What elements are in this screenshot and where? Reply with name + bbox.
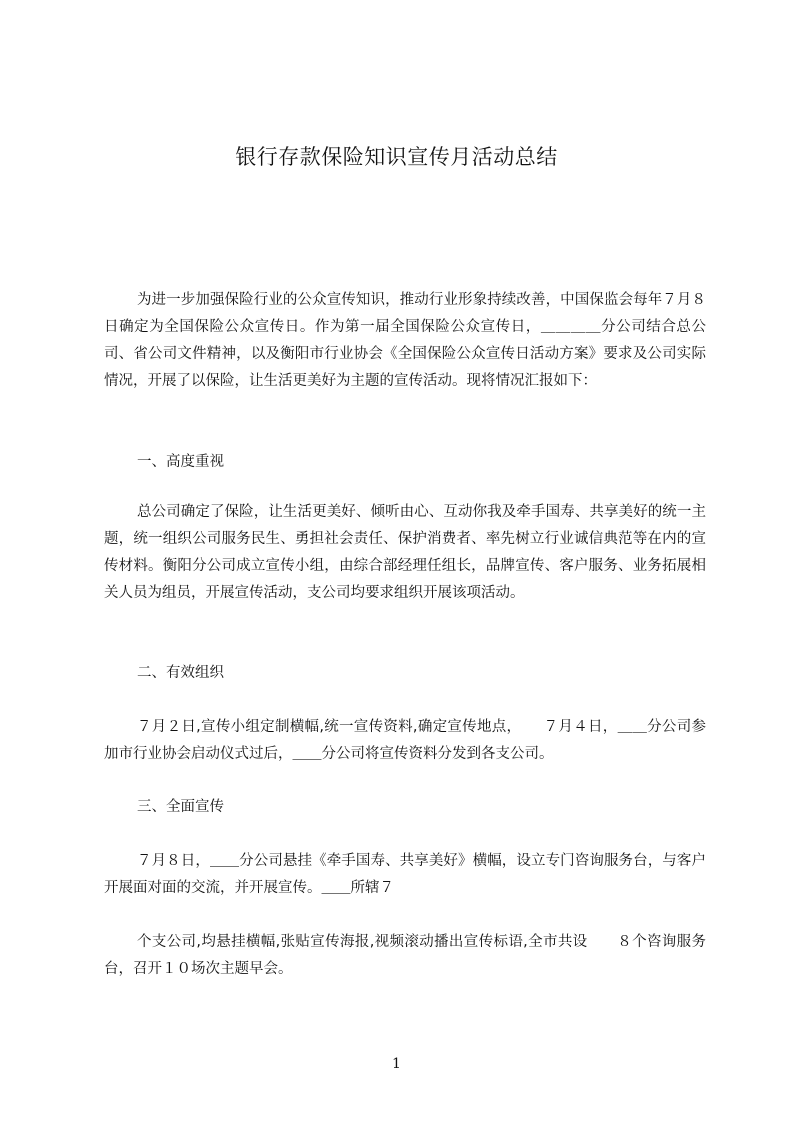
section-1-block (104, 499, 706, 607)
section-1-paragraph: 总公司确定了保险，让生活更美好、倾听由心、互动你我及牵手国寿、共享美好的统一主题，统一组织公司服务民生、勇担社会责任、保护消费者、率先树立行业诚信典范等在内的宣传材料。衡阳分公司成立宣传小组，由综合部经理任组长，品牌宣传、客户服务、业务拓展相关人员为组员，开展宣传活动，支公司均要求组织开展该项活动。 (104, 504, 706, 601)
section-3-paragraph-a: ７月８日，＿＿分公司悬挂《牵手国寿、共享美好》横幅，设立专门咨询服务台，与客户开展面对面的交流，并开展宣传。＿＿所辖７ (104, 853, 706, 896)
section-heading-2: 二、有效组织 (137, 665, 224, 681)
section-3-paragraph-b: 个支公司,均悬挂横幅,张贴宣传海报,视频滚动播出宣传标语,全市共设 ８个咨询服务台，召开１０场次主题早会。 (104, 934, 706, 977)
document-title: 银行存款保险知识宣传月活动总结 (235, 145, 558, 169)
page-number: 1 (392, 1056, 401, 1072)
section-2-paragraph: ７月２日,宣传小组定制横幅,统一宣传资料,确定宣传地点， ７月４日，＿＿分公司参加市行业协会启动仪式过后，＿＿分公司将宣传资料分发到各支公司。 (104, 719, 706, 762)
intro-paragraph-block (104, 287, 706, 395)
section-2-block (104, 714, 706, 768)
section-heading-3: 三、全面宣传 (137, 799, 224, 815)
section-heading-1: 一、高度重视 (137, 454, 224, 470)
section-3-block-a (104, 848, 706, 902)
intro-paragraph: 为进一步加强保险行业的公众宣传知识，推动行业形象持续改善，中国保监会每年７月８日确定为全国保险公众宣传日。作为第一届全国保险公众宣传日，＿＿＿＿分公司结合总公司、省公司文件精神，以及衡阳市行业协会《全国保险公众宣传日活动方案》要求及公司实际情况，开展了以保险，让生活更美好为主题的宣传活动。现将情况汇报如下： (104, 292, 706, 389)
section-3-block-b (104, 929, 706, 983)
